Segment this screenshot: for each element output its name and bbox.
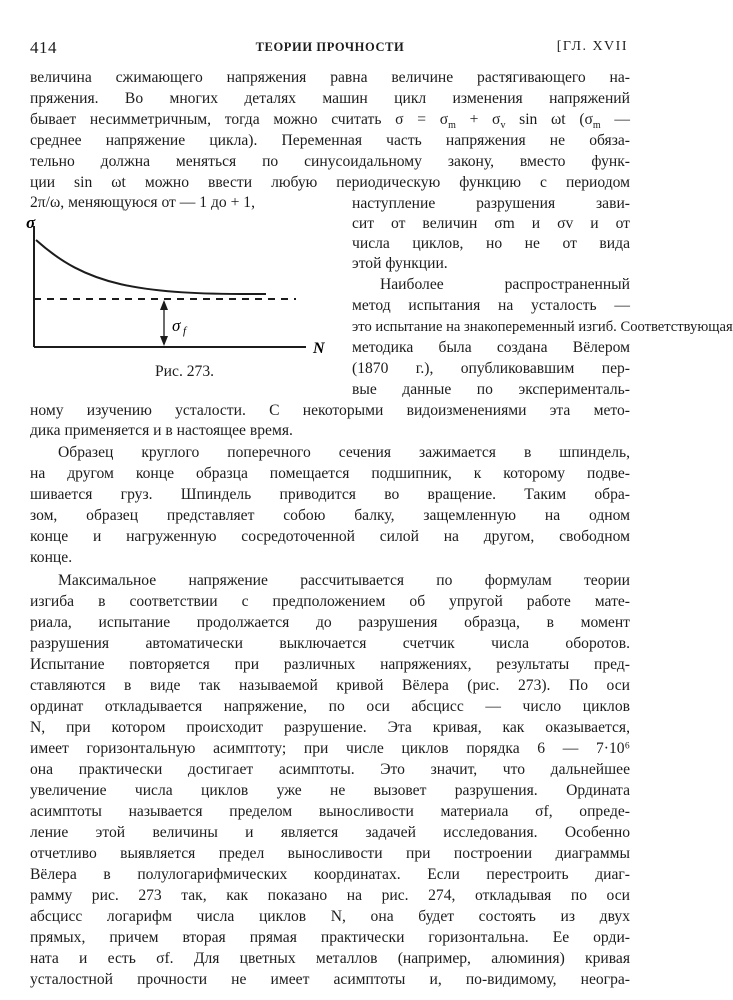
- text-line: на другом конце образца помещается подшипник, к которому подве-: [30, 465, 630, 482]
- asymptote-label-sub: f: [183, 325, 187, 337]
- text-line: она практически достигает асимптоты. Это значит, что дальнейшее: [30, 761, 630, 778]
- text-line: рамму рис. 273 так, как показано на рис. 274, откладывая по оси: [30, 887, 630, 904]
- text-fragment: + σ: [455, 111, 501, 128]
- arrowhead-up: [160, 300, 168, 310]
- text-fragment: —: [600, 111, 630, 128]
- subscript: m: [592, 120, 601, 132]
- text-line: величина сжимающего напряжения равна величине растягивающего на-: [30, 69, 630, 86]
- text-fragment: бывает несимметричным, тогда можно считать σ = σ: [30, 111, 449, 128]
- text-line: конце и нагруженную сосредоточенной силой на другом, свободном: [30, 528, 630, 545]
- chapter-label: [ГЛ. XVII: [556, 39, 628, 54]
- text-line: увеличение числа циклов уже не вызовет разрушения. Ордината: [30, 782, 630, 799]
- text-line: Вёлера в полулогарифмических координатах. Если перестроить диаг-: [30, 866, 630, 883]
- text-line: ному изучению усталости. С некоторыми видоизменениями эта мето-: [30, 402, 630, 419]
- text-line: прямых, причем вторая прямая практически горизонтальна. Ее орди-: [30, 929, 630, 946]
- text-line: этой функции.: [352, 255, 448, 272]
- asymptote-label: σ: [172, 316, 181, 335]
- text-fragment: sin ωt (σ: [505, 111, 593, 128]
- text-line: Испытание повторяется при различных напряжениях, результаты пред-: [30, 656, 630, 673]
- text-line: ординат откладывается напряжение, по оси абсцисс — число циклов: [30, 698, 630, 715]
- subscript: v: [500, 120, 506, 132]
- text-line: абсцисс логарифм числа циклов N, она будет состоять из двух: [30, 908, 630, 925]
- text-line: N, при котором происходит разрушение. Эта кривая, как оказывается,: [30, 719, 630, 736]
- text-line: разрушения автоматически выключается счетчик числа оборотов.: [30, 635, 630, 652]
- text-line: усталостной прочности не имеет асимптоты и, по-видимому, неогра-: [30, 971, 630, 988]
- text-line: тельно должна меняться по синусоидальному закону, вместо функ-: [30, 153, 630, 170]
- text-line: шивается груз. Шпиндель приводится во вращение. Таким обра-: [30, 486, 630, 503]
- text-line: Образец круглого поперечного сечения зажимается в шпиндель,: [58, 444, 630, 461]
- text-line-formula: [30, 110, 630, 130]
- x-axis-label: N: [313, 340, 325, 357]
- text-line: вые данные по эксперименталь-: [352, 381, 630, 398]
- page-number: 414: [30, 38, 57, 57]
- text-line: ставляются в виде так называемой кривой Вёлера (рис. 273). По оси: [30, 677, 630, 694]
- text-line: метод испытания на усталость —: [352, 297, 630, 314]
- page-header: [30, 38, 630, 60]
- text-line: зом, образец представляет собою балку, защемленную на одном: [30, 507, 630, 524]
- text-line: дика применяется и в настоящее время.: [30, 422, 293, 439]
- text-line: Наиболее распространенный: [380, 276, 630, 293]
- text-line: (1870 г.), опубликовавшим пер-: [352, 360, 630, 377]
- text-line: изгиба в соответствии с предположением об упругой работе мате-: [30, 593, 630, 610]
- text-line: риала, испытание продолжается до разрушения образца, в момент: [30, 614, 630, 631]
- text-line: ната и есть σf. Для цветных металлов (например, алюминия) кривая: [30, 950, 630, 967]
- running-title: ТЕОРИИ ПРОЧНОСТИ: [255, 40, 405, 54]
- text-line: отчетливо выявляется предел выносливости при построении диаграммы: [30, 845, 630, 862]
- text-line: методика была создана Вёлером: [352, 339, 630, 356]
- text-line: сит от величин σm и σv и от: [352, 215, 630, 232]
- fatigue-curve: [36, 240, 266, 294]
- y-axis-label: σ: [26, 213, 36, 232]
- text-line: это испытание на знакопеременный изгиб. Соответствующая: [352, 319, 733, 335]
- text-line: конце.: [30, 549, 73, 566]
- text-line: ции sin ωt можно ввести любую периодическую функцию с периодом: [30, 174, 630, 191]
- figure-caption: Рис. 273.: [155, 363, 215, 380]
- text-line: 2π/ω, меняющуюся от — 1 до + 1,: [30, 194, 255, 211]
- text-line: наступление разрушения зави-: [352, 195, 630, 212]
- subscript: m: [448, 120, 456, 132]
- text-line: асимптоты называется пределом выносливости материала σf, опреде-: [30, 803, 630, 820]
- text-line: пряжения. Во многих деталях машин цикл изменения напряжений: [30, 90, 630, 107]
- text-line: ление этой величины и является задачей исследования. Особенно: [30, 824, 630, 841]
- text-line: имеет горизонтальную асимптоту; при числе циклов порядка 6 — 7·10⁶: [30, 740, 630, 757]
- text-line: Максимальное напряжение рассчитывается по формулам теории: [58, 572, 630, 589]
- text-line: числа циклов, но не от вида: [352, 235, 630, 252]
- arrowhead-down: [160, 336, 168, 346]
- text-line: среднее напряжение цикла). Переменная часть напряжения не обяза-: [30, 132, 630, 149]
